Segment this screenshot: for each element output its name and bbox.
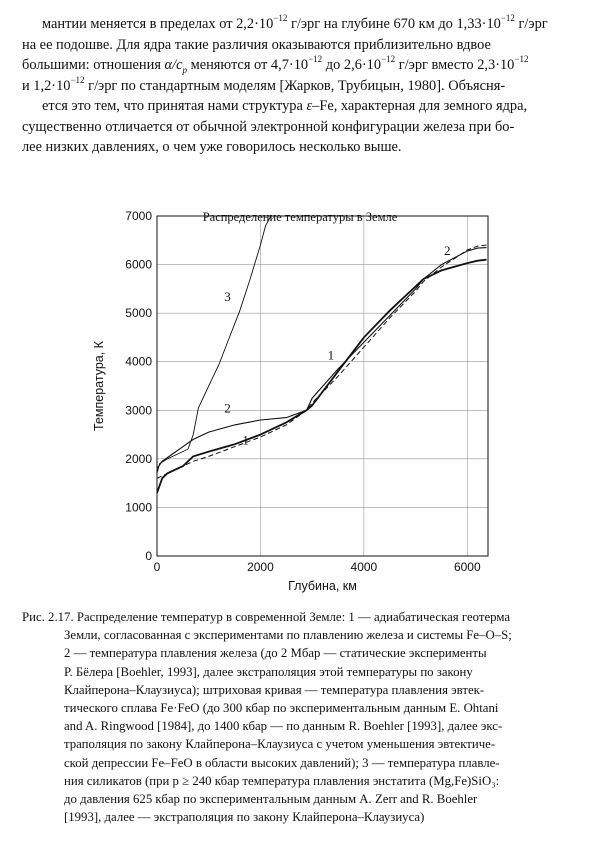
- series-label-3: 3: [224, 289, 231, 304]
- x-tick-label: 6000: [453, 560, 481, 574]
- caption-line: Земли, согласованная с экспериментами по плавлению железа и системы Fe–O–S;: [64, 628, 512, 643]
- series-label-2: 2: [444, 242, 451, 258]
- caption-line: [1993], далее — экстраполяция по закону Клайперона–Клаузиуса): [64, 810, 425, 825]
- caption-line: ской депрессии Fe–FeO в области высоких давлений); 3 — температура плавле-: [64, 755, 500, 770]
- para-line-5: ется это тем, что принятая нами структура ε–Fe, характерная для земного ядра,: [42, 98, 528, 114]
- para-line-7: лее низких давлениях, о чем уже говорилось несколько выше.: [22, 139, 402, 155]
- y-tick-label: 2000: [125, 451, 152, 466]
- y-tick-label: 4000: [125, 354, 152, 369]
- x-tick-label: 2000: [247, 560, 274, 574]
- caption-line: 2 — температура плавления железа (до 2 Мбар — статические эксперименты: [64, 646, 487, 661]
- y-tick-label: 3000: [125, 403, 152, 418]
- para-line-2: на ее подошве. Для ядра такие различия оказываются приблизительно вдвое: [22, 36, 491, 53]
- y-tick-label: 0: [145, 549, 152, 563]
- caption-label: Рис. 2.17.: [22, 610, 74, 624]
- para-line-3: большими: отношения $\alpha/c_p$ меняются от $4,7\cdot 10^{-12}$ до $2,6\cdot 10^{-12}$ г/эрг вместо $2,3\cdot 10^{-12}$: [22, 54, 529, 75]
- y-tick-label: 1000: [125, 500, 152, 515]
- para-line-1: мантии меняется в пределах от $2,2\cdot 10^{-12}$ г/эрг на глубине 670 км до $1,33\cdot 10^{-12}$ г/эрг: [42, 13, 548, 32]
- caption-line: траполяция по закону Клайперона–Клаузиуса с учетом уменьшения эвтектиче-: [64, 737, 496, 752]
- x-tick-label: 0: [153, 560, 161, 574]
- chart-title: Распределение температуры в Земле: [202, 210, 398, 224]
- caption-line: ния силикатов (при p ≥ 240 кбар температура плавления энстатита (Mg,Fe)SiO₃:: [64, 773, 500, 788]
- series-line-1: [157, 260, 487, 493]
- y-axis-label: Температура, К: [92, 341, 106, 431]
- caption-first-line: Рис. 2.17. Распределение температур в современной Земле: 1 — адиабатическая геотерма: [22, 610, 511, 624]
- series-line-3: [157, 216, 271, 473]
- para-line-4: и $1,2\cdot 10^{-12}$ г/эрг по стандартным моделям [Жарков, Трубицын, 1980]. Объясня-: [22, 74, 506, 94]
- caption-line: тического сплава Fe·FeO (до 300 кбар по экспериментальным данным E. Ohtani: [64, 701, 499, 716]
- x-tick-label: 4000: [350, 560, 378, 574]
- series-label-2: 2: [224, 400, 231, 416]
- caption-line: Р. Бёлера [Boehler, 1993], далее экстраполяция этой температуры по закону: [64, 664, 473, 679]
- series-line-2: [157, 248, 487, 469]
- figure-caption: [22, 608, 582, 826]
- series-label-1: 1: [327, 347, 335, 363]
- caption-line: and A. Ringwood [1984], до 1400 кбар — по данным R. Boehler [1993], далее экс-: [64, 719, 503, 734]
- series-label-1: 1: [242, 432, 249, 448]
- y-tick-label: 5000: [125, 306, 152, 321]
- y-tick-label: 7000: [125, 209, 152, 223]
- caption-line: до давления 625 кбар по экспериментальным данным A. Zerr and R. Boehler: [64, 792, 478, 807]
- caption-line: Клайперона–Клаузиуса); штриховая кривая — температура плавления эвтек-: [64, 682, 485, 697]
- y-tick-label: 6000: [125, 257, 152, 272]
- para-line-6: существенно отличается от обычной электронной конфигурации железа при бо-: [22, 118, 515, 135]
- x-axis-label: Глубина, км: [288, 579, 357, 593]
